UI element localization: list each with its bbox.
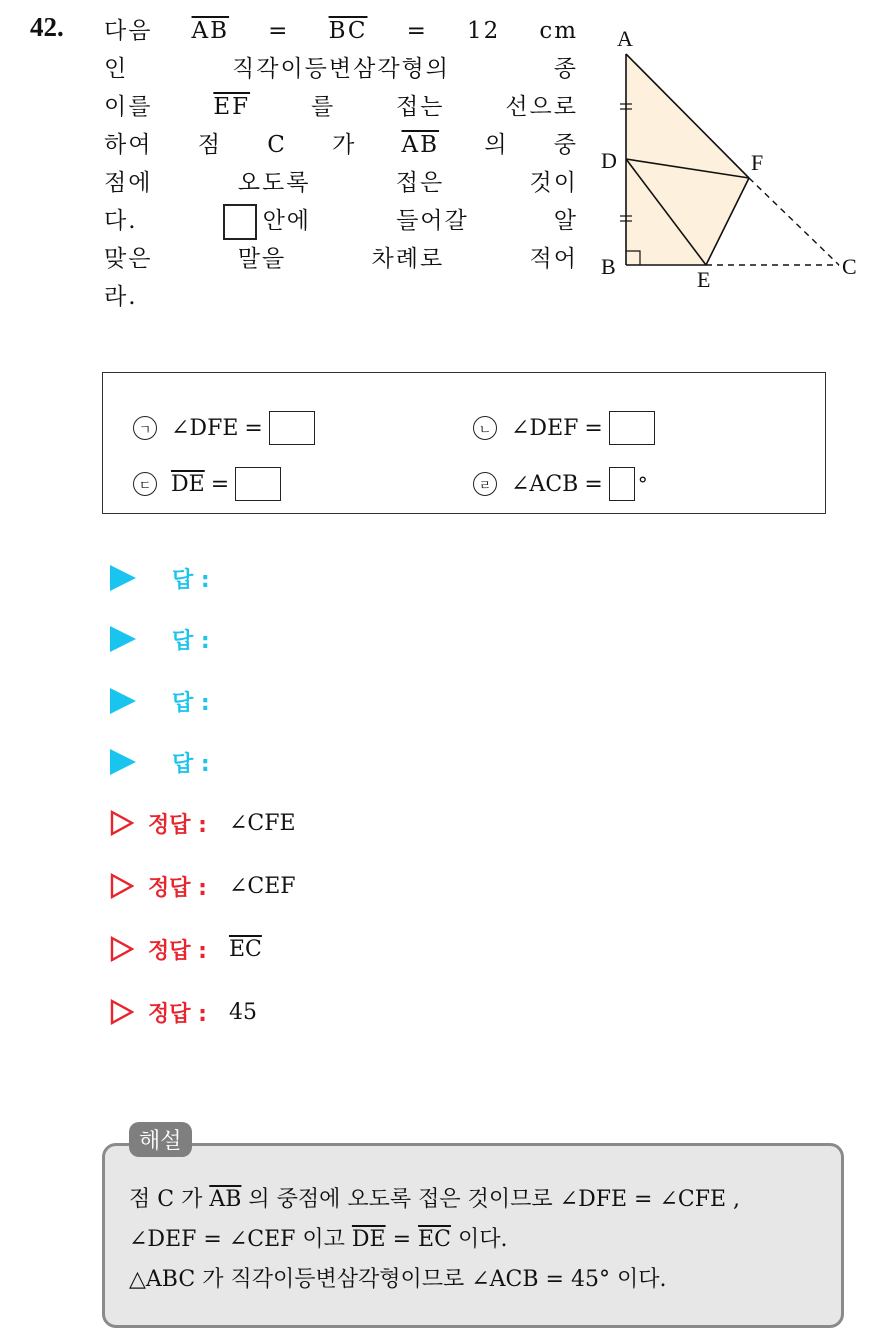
equals-sign: = <box>392 1227 412 1252</box>
answer-row <box>110 621 210 657</box>
text-segment: 를 접는 선으로 <box>310 94 578 120</box>
text-segment: 점 C 가 <box>129 1187 203 1212</box>
text-segment: 다. <box>104 208 138 234</box>
condition-lhs: $\overline{DE}$ <box>171 471 205 497</box>
equals-sign: = <box>584 415 603 441</box>
correct-answer-row <box>110 805 296 841</box>
outline-arrow-icon <box>110 999 134 1025</box>
question-line-7: 맞은 말을 차례로 적어 <box>104 246 578 272</box>
text-segment: 의 중점에 오도록 접은 것이므로 ∠DFE = ∠CFE , <box>248 1187 741 1212</box>
answer-row <box>110 744 210 780</box>
marker-circle: ㄱ <box>133 416 157 440</box>
label-c: C <box>842 254 857 279</box>
segment-ab: $\overline{AB}$ <box>209 1187 242 1212</box>
triangle-figure <box>596 22 868 298</box>
text-segment: 하여 점 <box>104 132 222 158</box>
answer-label: 답 : <box>172 751 210 777</box>
segment-ec: $\overline{EC}$ <box>418 1227 451 1252</box>
text-segment: 가 <box>332 132 357 158</box>
answer-row <box>110 560 210 596</box>
correct-answer-row <box>110 931 262 967</box>
label-f: F <box>751 150 764 175</box>
explanation-line-1 <box>129 1182 740 1213</box>
correct-answer-row <box>110 868 296 904</box>
explanation-tag: 해설 <box>129 1122 192 1157</box>
label-b: B <box>601 254 616 279</box>
answer-row <box>110 683 210 719</box>
explanation-line-2 <box>129 1222 507 1253</box>
question-line-6 <box>104 202 578 240</box>
text-segment: 의 중 <box>484 132 579 158</box>
correct-label: 정답 : <box>148 938 207 964</box>
conditions-box <box>102 372 826 514</box>
explanation-box <box>102 1143 844 1328</box>
marker-circle: ㄴ <box>473 416 497 440</box>
outline-arrow-icon <box>110 873 134 899</box>
answer-blank <box>609 467 635 501</box>
answer-label: 답 : <box>172 628 210 654</box>
equals-sign: = <box>210 471 230 497</box>
answer-blank <box>269 411 315 445</box>
correct-value: $\overline{EC}$ <box>228 936 262 962</box>
marker-circle: ㄹ <box>473 472 497 496</box>
point-c: C <box>267 132 287 158</box>
correct-label: 정답 : <box>148 1001 207 1027</box>
question-line-1 <box>104 12 578 50</box>
side-fc-dashed <box>749 178 839 265</box>
text-segment: 이를 <box>104 94 153 120</box>
condition-lhs: ∠ACB <box>511 471 579 497</box>
correct-value: ∠CEF <box>228 873 296 899</box>
segment-de: $\overline{DE}$ <box>351 1227 386 1252</box>
outline-arrow-icon <box>110 936 134 962</box>
question-line-2: 인 직각이등변삼각형의 종 <box>104 56 578 82</box>
question-line-5: 점에 오도록 접은 것이 <box>104 170 578 196</box>
segment-ab: $\overline{AB}$ <box>401 132 440 158</box>
explanation-line-3: △ABC 가 직각이등변삼각형이므로 ∠ACB = 45° 이다. <box>129 1267 667 1292</box>
label-a: A <box>617 26 633 51</box>
condition-1 <box>133 411 315 445</box>
correct-value: ∠CFE <box>228 810 296 836</box>
question-text <box>104 12 578 316</box>
correct-label: 정답 : <box>148 812 207 838</box>
condition-4 <box>473 467 648 501</box>
label-e: E <box>697 267 711 292</box>
filled-arrow-icon <box>110 565 136 591</box>
correct-answer-row <box>110 994 257 1030</box>
equals-sign: = <box>406 18 428 44</box>
label-d: D <box>601 148 617 173</box>
equals-sign: = <box>584 471 603 497</box>
filled-arrow-icon <box>110 749 136 775</box>
answer-blank <box>235 467 281 501</box>
segment-ab: $\overline{AB}$ <box>191 18 230 44</box>
question-number: 42. <box>30 12 64 42</box>
text-segment: 이다. <box>457 1227 508 1252</box>
answer-blank <box>609 411 655 445</box>
equals-sign: = <box>268 18 290 44</box>
segment-bc: $\overline{BC}$ <box>328 18 368 44</box>
filled-arrow-icon <box>110 626 136 652</box>
marker-circle: ㄷ <box>133 472 157 496</box>
outline-arrow-icon <box>110 810 134 836</box>
degree-unit: ° <box>637 472 648 496</box>
answer-label: 답 : <box>172 690 210 716</box>
question-line-3 <box>104 88 578 126</box>
text-segment: 안에 들어갈 알 <box>262 208 579 234</box>
correct-label: 정답 : <box>148 875 207 901</box>
condition-2 <box>473 411 655 445</box>
text-segment: ∠DEF = ∠CEF 이고 <box>129 1227 345 1252</box>
condition-lhs: ∠DEF <box>511 415 579 441</box>
answer-label: 답 : <box>172 567 210 593</box>
question-line-4 <box>104 126 578 164</box>
blank-box <box>223 204 257 240</box>
text-segment: 다음 <box>104 18 153 44</box>
correct-value: 45 <box>228 999 257 1025</box>
equals-sign: = <box>244 415 263 441</box>
filled-arrow-icon <box>110 688 136 714</box>
question-line-8: 라. <box>104 284 138 310</box>
condition-lhs: ∠DFE <box>171 415 239 441</box>
segment-ef: $\overline{EF}$ <box>213 94 251 120</box>
condition-3 <box>133 467 281 501</box>
length-value: 12 cm <box>467 18 579 44</box>
